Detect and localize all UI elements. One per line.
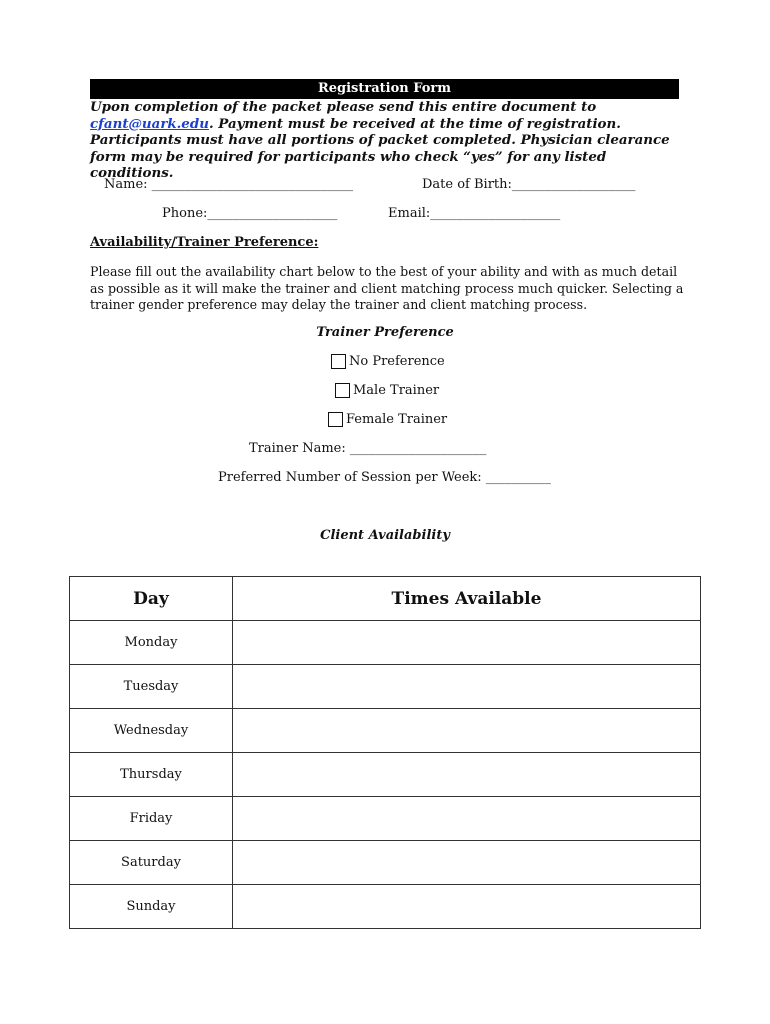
times-cell[interactable] (233, 797, 701, 841)
instructions-line-4: form may be required for participants who check “yes” for any listed conditions. (90, 148, 607, 181)
column-header-day: Day (70, 577, 233, 621)
availability-heading: Availability/Trainer Preference: (90, 235, 319, 250)
checkbox[interactable] (335, 383, 350, 398)
day-cell: Sunday (70, 885, 233, 929)
form-title: Registration Form (90, 79, 679, 99)
table-row (70, 709, 701, 753)
option-female-trainer[interactable] (328, 412, 447, 427)
trainer-preference-heading: Trainer Preference (316, 325, 454, 340)
day-cell: Tuesday (70, 665, 233, 709)
instructions (90, 99, 690, 182)
availability-table (69, 576, 701, 929)
availability-paragraph: Please fill out the availability chart below to the best of your ability and with as much detail as possible as it will make the trainer and client matching process much quicker. Selecting a trainer gender preference may delay the trainer and client matching process. (90, 264, 684, 312)
table-row (70, 665, 701, 709)
option-male-trainer[interactable] (335, 383, 439, 398)
day-cell: Thursday (70, 753, 233, 797)
times-cell[interactable] (233, 621, 701, 665)
trainer-name-field[interactable] (249, 441, 486, 456)
times-cell[interactable] (233, 665, 701, 709)
phone-field[interactable] (162, 206, 337, 221)
dob-blank[interactable]: ___________________ (511, 177, 636, 192)
column-header-times: Times Available (233, 577, 701, 621)
times-cell[interactable] (233, 885, 701, 929)
checkbox[interactable] (331, 354, 346, 369)
name-blank[interactable]: _______________________________ (151, 177, 354, 192)
checkbox[interactable] (328, 412, 343, 427)
option-label: Female Trainer (346, 412, 448, 427)
email-blank[interactable]: ____________________ (430, 206, 561, 221)
sessions-field[interactable] (218, 470, 551, 485)
option-label: Male Trainer (353, 383, 440, 398)
instructions-line-1: Upon completion of the packet please send this entire document to (90, 99, 597, 115)
table-header-row (70, 577, 701, 621)
day-cell: Friday (70, 797, 233, 841)
times-cell[interactable] (233, 709, 701, 753)
table-row (70, 797, 701, 841)
times-cell[interactable] (233, 841, 701, 885)
dob-field[interactable] (422, 177, 635, 192)
email-field[interactable] (388, 206, 560, 221)
day-cell: Monday (70, 621, 233, 665)
phone-label: Phone: (162, 206, 208, 221)
day-cell: Saturday (70, 841, 233, 885)
email-label: Email: (388, 206, 431, 221)
table-row (70, 841, 701, 885)
option-label: No Preference (349, 354, 445, 369)
trainer-name-blank[interactable]: _____________________ (349, 441, 487, 456)
instructions-line-3: Participants must have all portions of packet completed. Physician clearance (90, 132, 670, 148)
table-row (70, 621, 701, 665)
trainer-name-label: Trainer Name: (249, 441, 346, 456)
client-availability-heading: Client Availability (320, 528, 450, 543)
sessions-blank[interactable]: __________ (485, 470, 551, 485)
times-cell[interactable] (233, 753, 701, 797)
table-row (70, 885, 701, 929)
name-field[interactable] (104, 177, 353, 192)
day-cell: Wednesday (70, 709, 233, 753)
name-label: Name: (104, 177, 148, 192)
table-row (70, 753, 701, 797)
instructions-line-2: . Payment must be received at the time of registration. (208, 115, 621, 132)
option-no-preference[interactable] (331, 354, 445, 369)
sessions-label: Preferred Number of Session per Week: (218, 470, 482, 485)
phone-blank[interactable]: ____________________ (207, 206, 338, 221)
dob-label: Date of Birth: (422, 177, 512, 192)
email-link[interactable]: cfant@uark.edu (90, 115, 209, 132)
